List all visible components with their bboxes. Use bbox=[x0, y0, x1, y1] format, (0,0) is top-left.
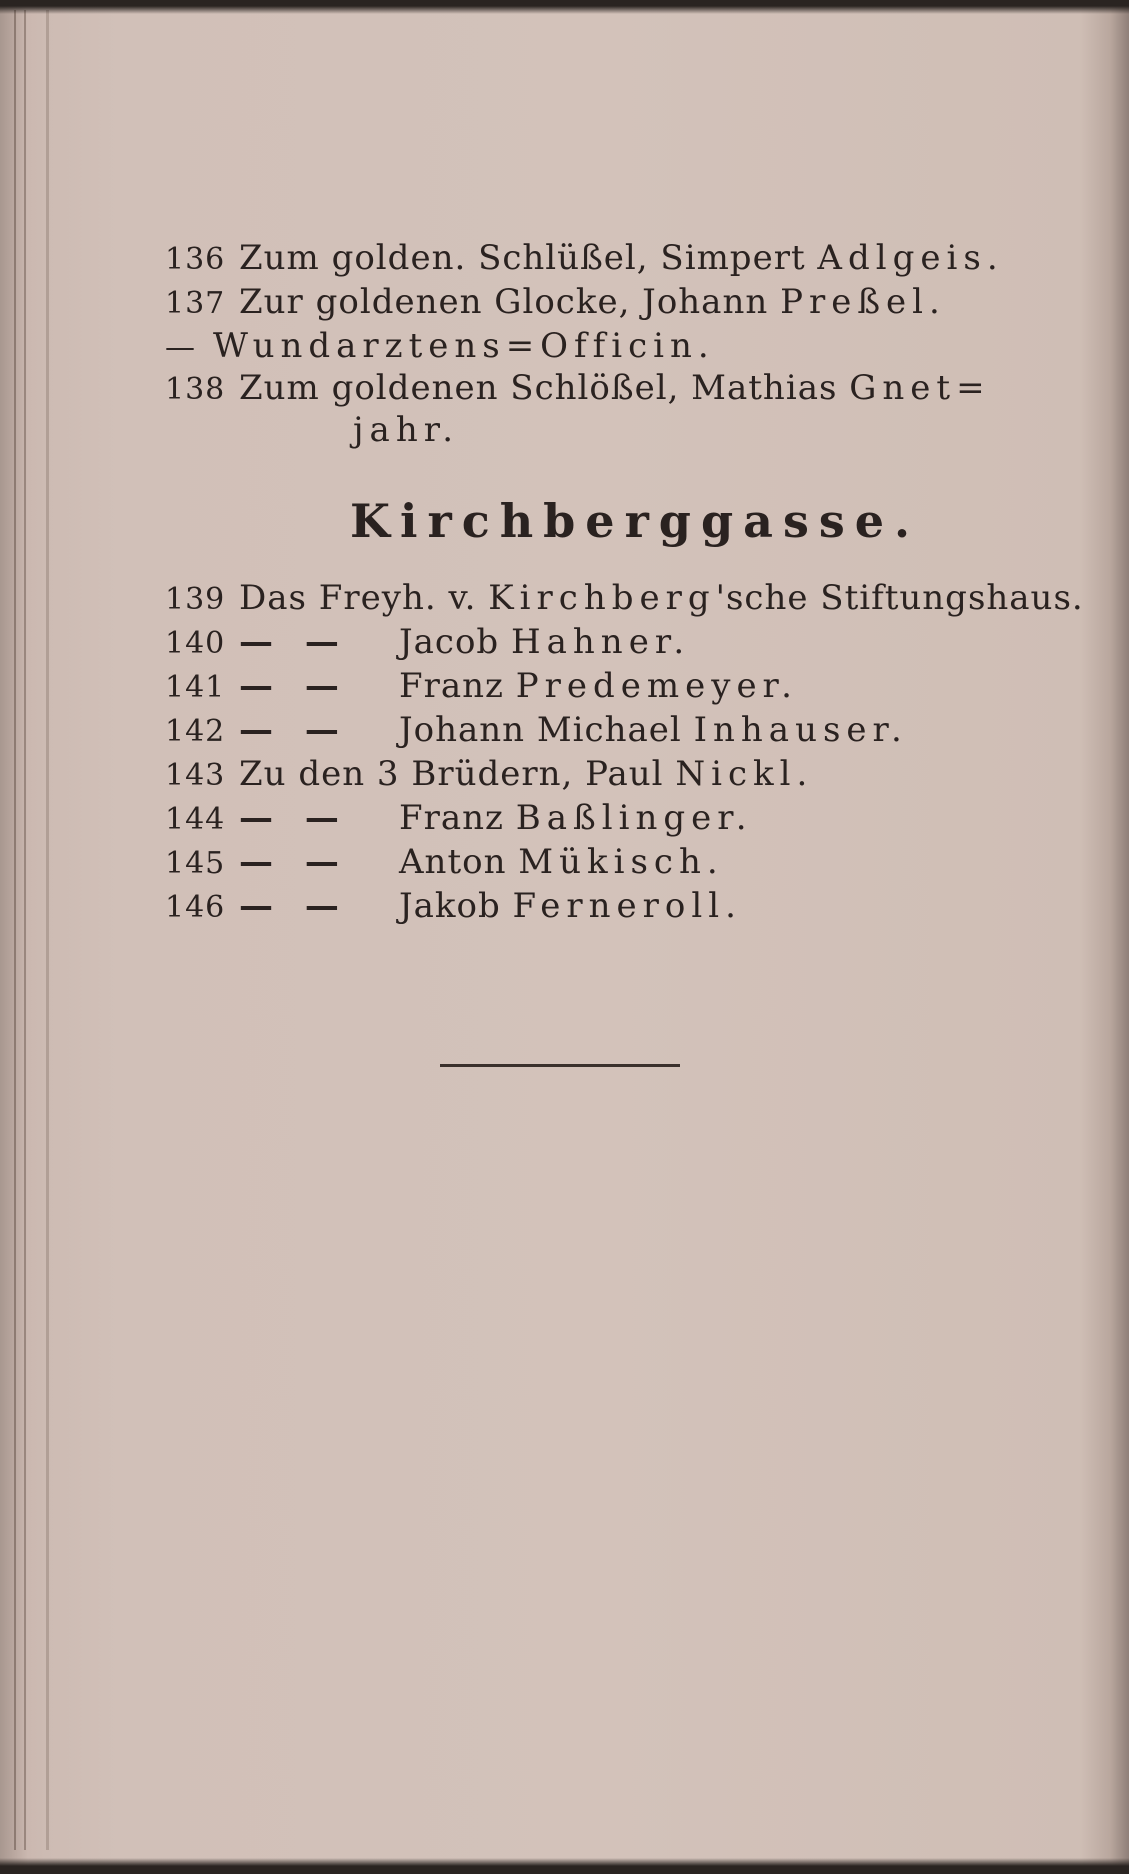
entry-number: 143 bbox=[165, 758, 226, 793]
entry-text: Zur goldenen Glocke, Johann bbox=[239, 282, 781, 322]
entry-line bbox=[165, 324, 715, 368]
page-edge-line bbox=[24, 10, 26, 1850]
entry-line bbox=[165, 366, 991, 410]
entry-spaced-name: Mükisch. bbox=[518, 842, 724, 882]
entry-line bbox=[165, 884, 742, 928]
entry-spaced-name: Preßel. bbox=[780, 282, 946, 322]
entry-text: Jacob bbox=[399, 622, 511, 662]
entry-spaced-name: Ferneroll. bbox=[512, 886, 742, 926]
entry-text: Franz bbox=[399, 798, 516, 838]
entry-spaced-name: Inhauser. bbox=[693, 710, 908, 750]
entry-spaced-name: Baßlinger. bbox=[515, 798, 753, 838]
entry-spaced-name: Nickl. bbox=[675, 754, 814, 794]
entry-spaced-name: jahr. bbox=[353, 410, 460, 450]
entry-number: 146 bbox=[165, 890, 226, 925]
entry-line bbox=[165, 620, 690, 664]
bottom-shadow bbox=[0, 1858, 1129, 1874]
entry-number: 136 bbox=[165, 242, 226, 277]
entry-line bbox=[165, 708, 908, 752]
entry-spaced-name: Kirchberg bbox=[488, 578, 716, 618]
page-edge-line bbox=[46, 10, 49, 1850]
entry-line bbox=[165, 280, 946, 324]
entry-text: Zum golden. Schlüßel, Simpert bbox=[239, 238, 818, 278]
entry-spaced-name: Adlgeis. bbox=[817, 238, 1004, 278]
entry-line bbox=[165, 796, 753, 840]
entry-text: Zu den 3 Brüdern, Paul bbox=[239, 754, 676, 794]
separator-rule bbox=[440, 1064, 680, 1067]
entry-number: 142 bbox=[165, 714, 226, 749]
entry-text: Jakob bbox=[399, 886, 513, 926]
ditto-dashes: — — bbox=[239, 842, 349, 882]
entry-spaced-name: Predemeyer. bbox=[515, 666, 798, 706]
entry-text: Das Freyh. v. bbox=[239, 578, 489, 618]
entry-spaced-name: Gnet= bbox=[849, 368, 991, 408]
entry-number: 137 bbox=[165, 286, 226, 321]
entry-spaced-name: Hahner. bbox=[510, 622, 691, 662]
ditto-dashes: — — bbox=[239, 886, 349, 926]
entry-line bbox=[165, 664, 798, 708]
page-edge-line bbox=[14, 10, 16, 1850]
entry-number: 141 bbox=[165, 670, 226, 705]
entry-number: 140 bbox=[165, 626, 226, 661]
ditto-dashes: — — bbox=[239, 622, 349, 662]
entry-text: Franz bbox=[399, 666, 516, 706]
entry-line bbox=[165, 752, 813, 796]
entry-text: Zum goldenen Schlößel, Mathias bbox=[239, 368, 850, 408]
entry-line bbox=[353, 408, 459, 452]
entry-text: Anton bbox=[399, 842, 519, 882]
entry-line bbox=[165, 576, 1084, 620]
entry-number: 144 bbox=[165, 802, 226, 837]
entry-spaced-name: Wundarztens=Officin. bbox=[213, 326, 715, 366]
entry-line bbox=[165, 236, 1004, 280]
entry-dash: — bbox=[165, 330, 196, 365]
entry-number: 138 bbox=[165, 372, 226, 407]
entry-text: Johann Michael bbox=[399, 710, 694, 750]
section-heading: Kirchberggasse. bbox=[350, 494, 921, 548]
entry-line bbox=[165, 840, 724, 884]
ditto-dashes: — — bbox=[239, 798, 349, 838]
ditto-dashes: — — bbox=[239, 710, 349, 750]
entry-number: 139 bbox=[165, 582, 226, 617]
entry-number: 145 bbox=[165, 846, 226, 881]
top-shadow bbox=[0, 0, 1129, 14]
entry-text-after: 'sche Stiftungshaus. bbox=[715, 578, 1084, 618]
ditto-dashes: — — bbox=[239, 666, 349, 706]
